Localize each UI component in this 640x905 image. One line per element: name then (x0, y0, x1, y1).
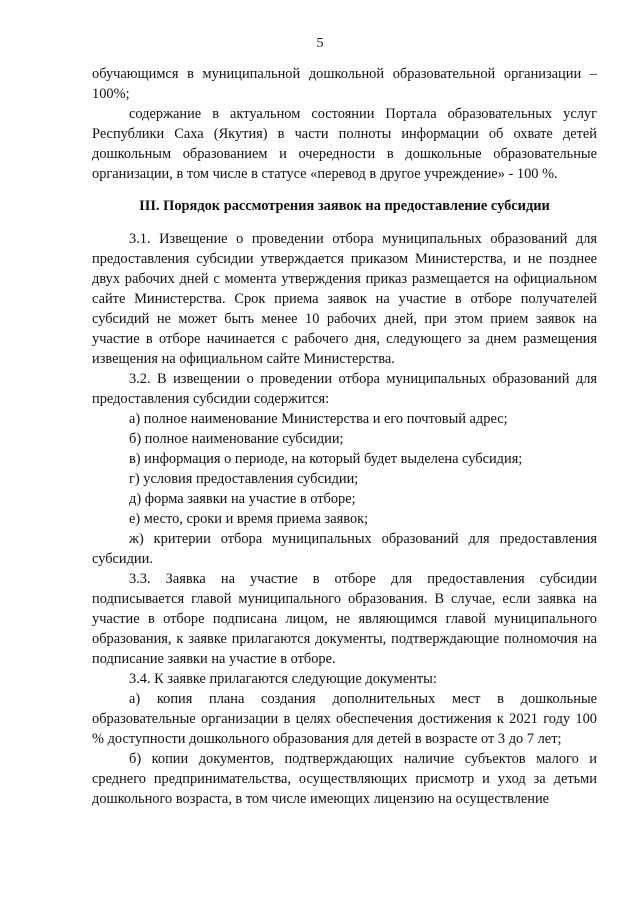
list-item: в) информация о периоде, на который будет выделена субсидия; (129, 451, 523, 467)
document-body (92, 64, 597, 809)
paragraph: содержание в актуальном состоянии Портала образовательных услуг Республики Саха (Якутия) в части полноты информации об охвате детей дошкольным образованием и очередности в дошкольные образовательные организации, в том числе в статусе «перевод в другое учреждение» - 100 %. (92, 106, 597, 182)
list-item: б) полное наименование субсидии; (129, 431, 344, 447)
list-item: е) место, сроки и время приема заявок; (129, 511, 369, 527)
page-number: 5 (316, 36, 324, 51)
paragraph: обучающимся в муниципальной дошкольной образовательной организации – 100%; (92, 66, 597, 102)
list-item: ж) критерии отбора муниципальных образований для предоставления субсидии. (92, 531, 597, 567)
list-item: б) копии документов, подтверждающих наличие субъектов малого и среднего предпринимательства, осуществляющих присмотр и уход за детьми дошкольного возраста, в том числе имеющих лицензию на осуществление (92, 751, 597, 807)
list-item: а) полное наименование Министерства и его почтовый адрес; (129, 411, 508, 427)
list-item: д) форма заявки на участие в отборе; (129, 491, 356, 507)
paragraph: 3.3. Заявка на участие в отборе для предоставления субсидии подписывается главой муниципального образования. В случае, если заявка на участие в отборе подписана лицом, не являющимся главой муниципального образования, к заявке прилагаются документы, подтверждающие полномочия на подписание заявки на участие в отборе. (92, 571, 597, 667)
paragraph: 3.2. В извещении о проведении отбора муниципальных образований для предоставления субсидии содержится: (92, 371, 597, 407)
paragraph: 3.4. К заявке прилагаются следующие документы: (129, 671, 437, 687)
paragraph: 3.1. Извещение о проведении отбора муниципальных образований для предоставления субсидии утверждается приказом Министерства, и не позднее двух рабочих дней с момента утверждения приказ размещается на официальном сайте Министерства. Срок приема заявок на участие в отборе получателей субсидий не может быть менее 10 рабочих дней, при этом прием заявок на участие в отборе начинается с рабочего дня, следующего за днем размещения извещения на официальном сайте Министерства. (92, 231, 597, 367)
section-title: III. Порядок рассмотрения заявок на предоставление субсидии (139, 198, 550, 214)
list-item: г) условия предоставления субсидии; (129, 471, 359, 487)
list-item: а) копия плана создания дополнительных мест в дошкольные образовательные организации в целях обеспечения достижения к 2021 году 100 % доступности дошкольного образования для детей в возрасте от 3 до 7 лет; (92, 691, 597, 747)
